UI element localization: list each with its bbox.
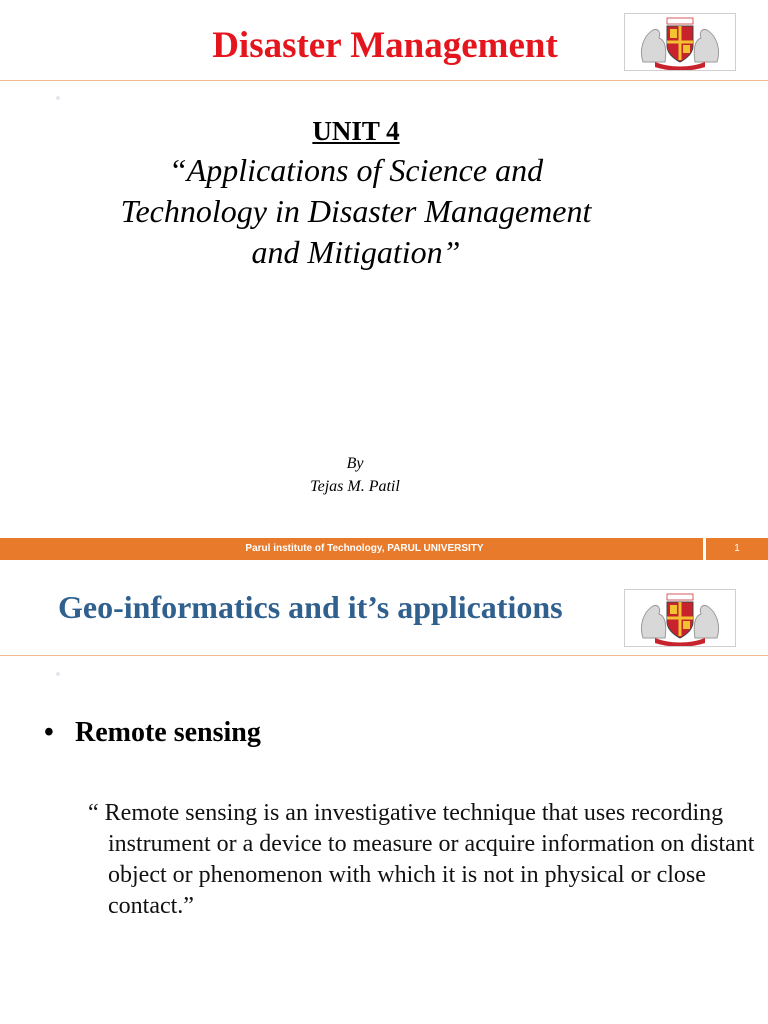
- unit-heading: UNIT 4: [312, 116, 400, 146]
- header-divider: [0, 655, 768, 656]
- placeholder-dot: [56, 96, 60, 100]
- crest-logo-icon: [625, 14, 735, 70]
- slide-title: Disaster Management: [212, 25, 558, 66]
- definition-quote: “ Remote sensing is an investigative technique that uses recording instrument or a device to measure or acquire information on distant object or phenomenon with which it is not in physical or close contact.”: [88, 800, 755, 919]
- page-number: 1: [706, 538, 768, 560]
- placeholder-dot: [56, 672, 60, 676]
- bullet-marker: •: [44, 717, 54, 748]
- slide-2: [0, 561, 768, 1024]
- author-name: Tejas M. Patil: [310, 478, 400, 495]
- crest-logo-icon: [625, 590, 735, 646]
- bullet-text: Remote sensing: [75, 717, 261, 748]
- slide-title: Geo-informatics and it’s applications: [58, 589, 563, 625]
- university-logo: [624, 13, 736, 71]
- university-logo: [624, 589, 736, 647]
- byline: [255, 452, 455, 498]
- bullet-item: [44, 715, 261, 751]
- slide-subtitle: “Applications of Science and Technology in Disaster Management and Mitigation”: [120, 152, 592, 270]
- footer-text: Parul institute of Technology, PARUL UNIVERSITY: [245, 543, 484, 554]
- footer-bar: [0, 538, 703, 560]
- by-label: By: [346, 455, 364, 472]
- header-divider: [0, 80, 768, 81]
